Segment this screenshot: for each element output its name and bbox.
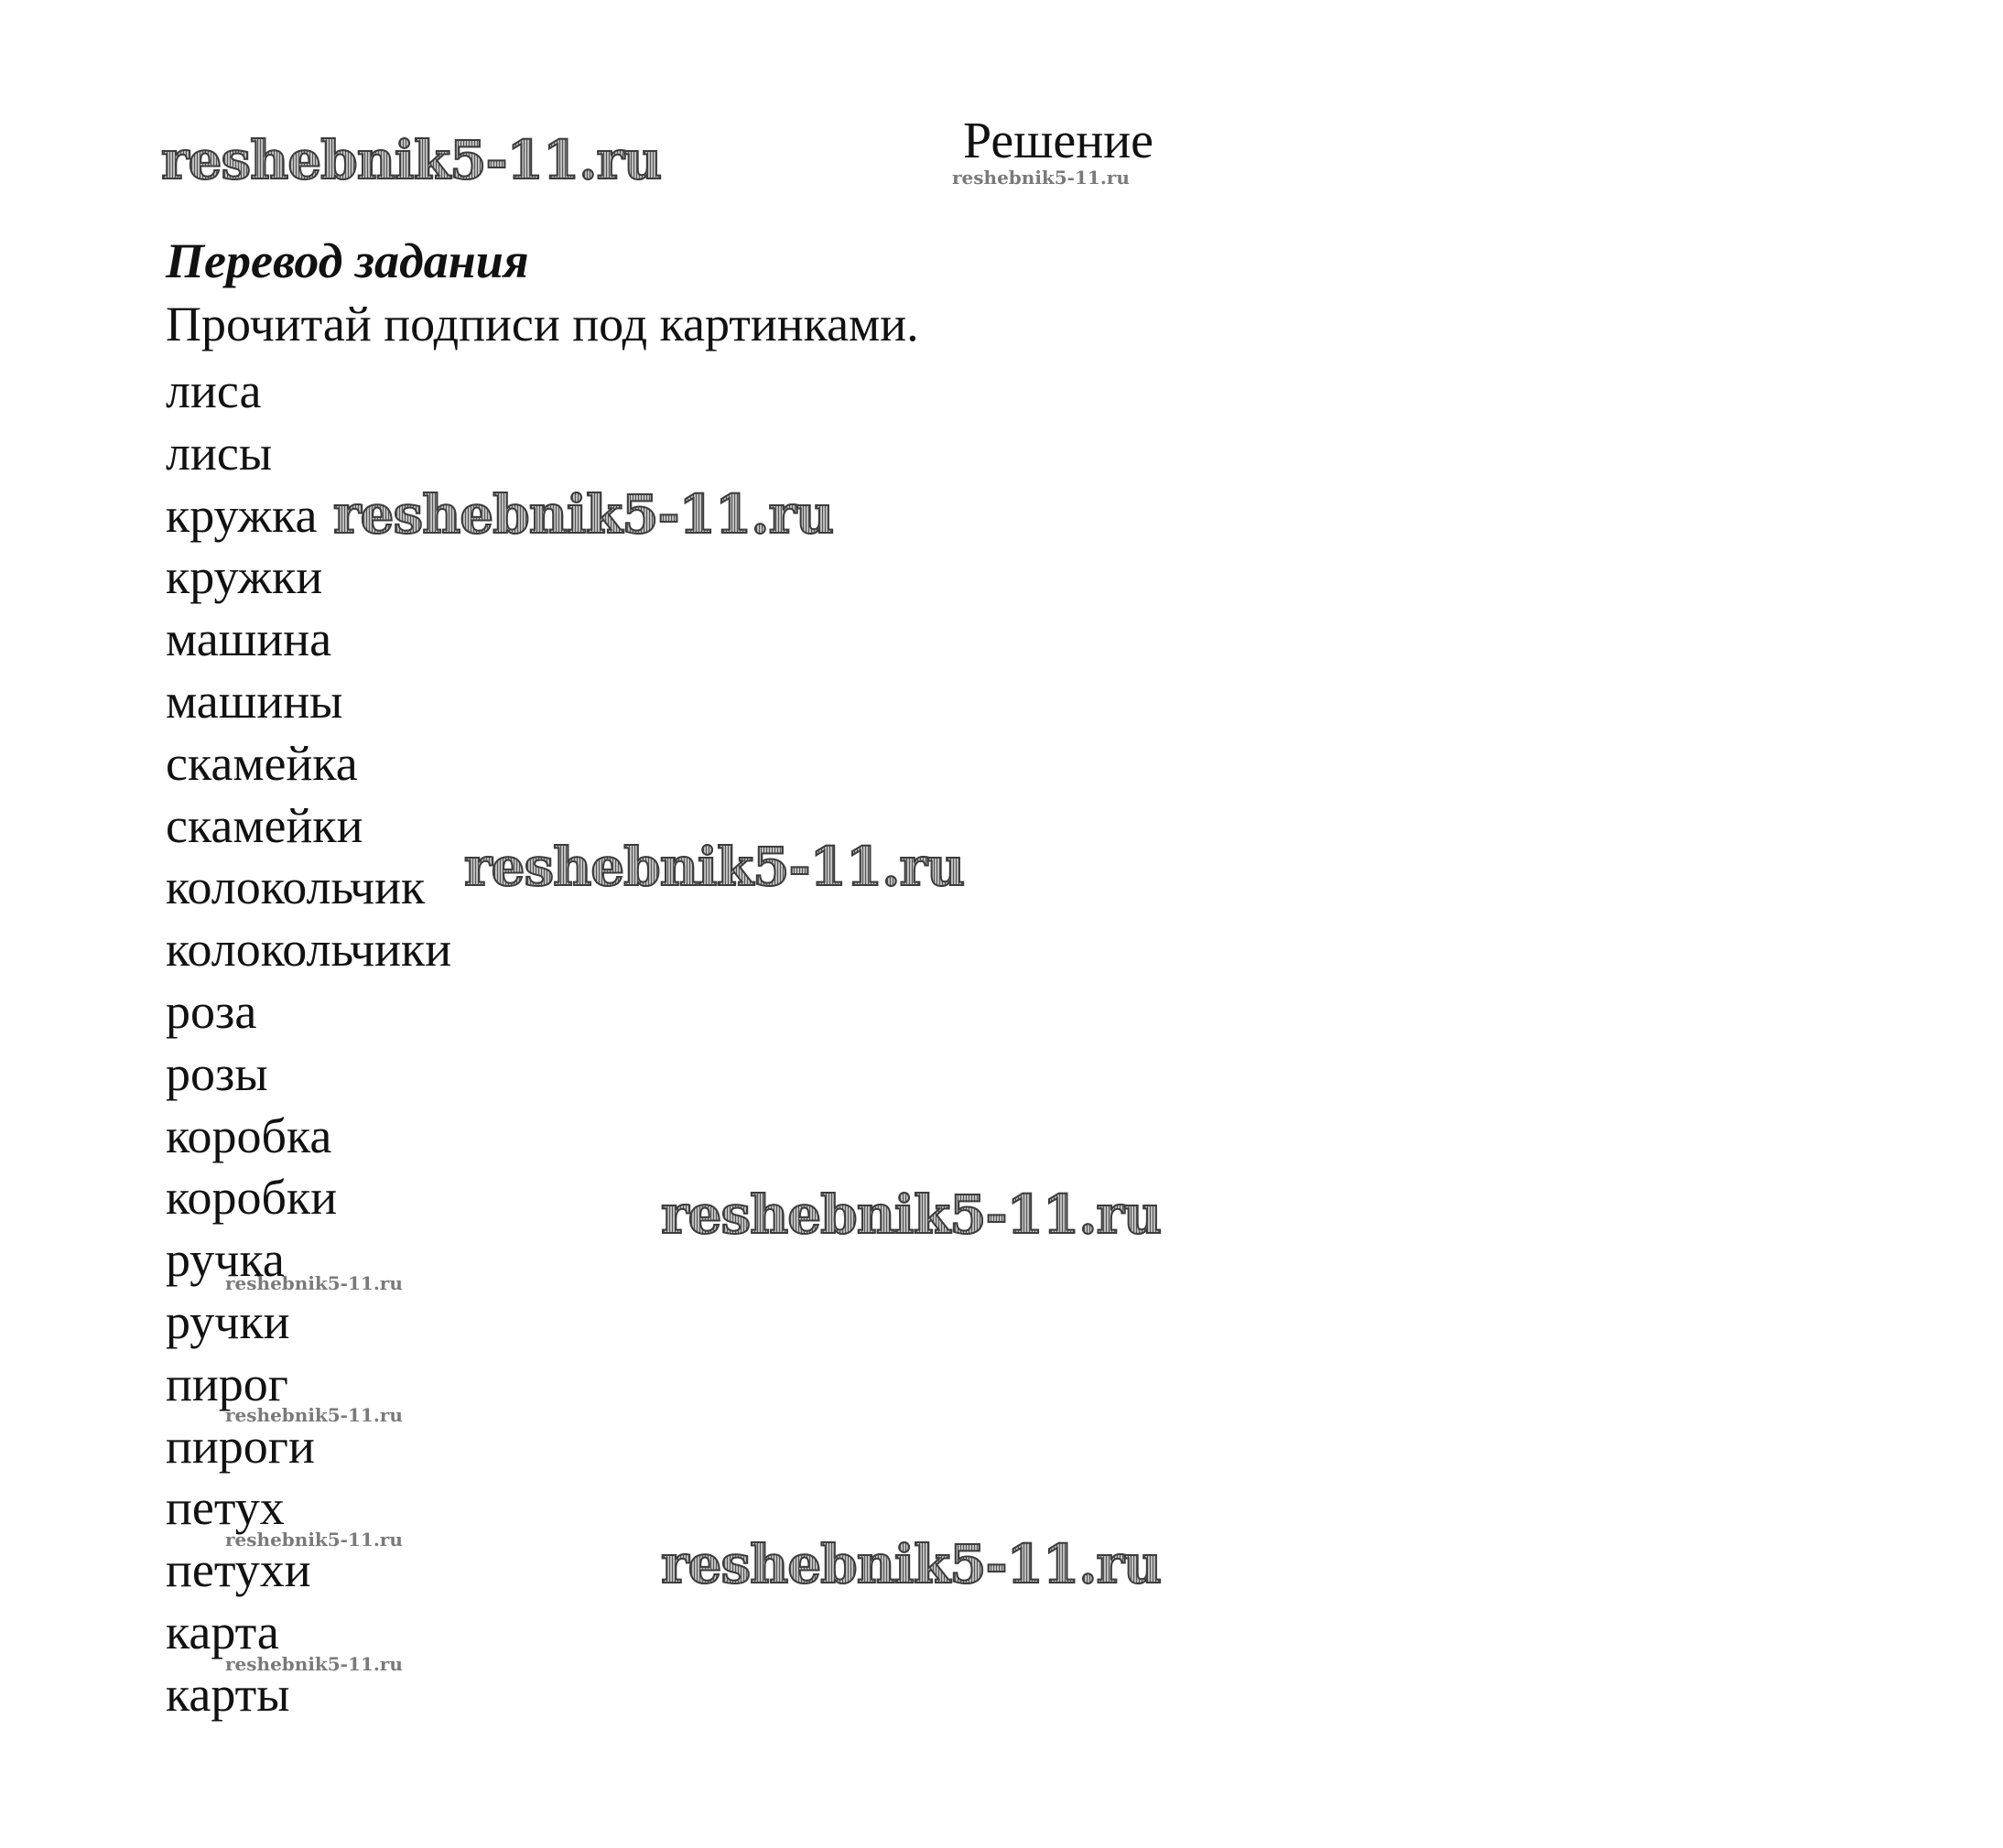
list-item: колокольчики (166, 922, 452, 978)
list-item: коробка (166, 1108, 332, 1163)
list-item: розы (166, 1045, 268, 1101)
list-item: скамейки (166, 797, 363, 853)
list-item: машина (166, 611, 332, 667)
list-item: роза (166, 983, 257, 1039)
list-item: ручка (166, 1232, 285, 1288)
watermark-small: reshebnik5-11.ru (952, 167, 1130, 189)
list-item: кружки (166, 549, 323, 605)
list-item: карты (166, 1666, 290, 1722)
watermark-logo: reshebnik5-11.ru (161, 129, 662, 191)
list-item: скамейка (166, 735, 358, 791)
list-item: лиса (166, 363, 262, 418)
watermark-small: reshebnik5-11.ru (225, 1404, 403, 1426)
list-item: лисы (166, 425, 273, 481)
watermark-logo: reshebnik5-11.ru (661, 1533, 1162, 1595)
watermark-logo: reshebnik5-11.ru (661, 1183, 1162, 1246)
solution-heading: Решение (963, 113, 1154, 169)
task-title: Перевод задания (166, 233, 529, 288)
list-item: петухи (166, 1542, 311, 1598)
list-item: петух (166, 1480, 285, 1536)
list-item: пироги (166, 1418, 315, 1474)
watermark-small: reshebnik5-11.ru (225, 1529, 403, 1551)
list-item: карта (166, 1604, 279, 1659)
list-item: кружка (166, 487, 318, 543)
task-instruction: Прочитай подписи под картинками. (166, 297, 919, 351)
list-item: пирог (166, 1356, 288, 1411)
watermark-small: reshebnik5-11.ru (225, 1272, 403, 1294)
list-item: колокольчик (166, 859, 426, 915)
watermark-logo: reshebnik5-11.ru (464, 836, 965, 898)
list-item: машины (166, 673, 343, 729)
watermark-small: reshebnik5-11.ru (225, 1653, 403, 1675)
list-item: ручки (166, 1293, 290, 1349)
list-item: коробки (166, 1170, 338, 1226)
watermark-logo: reshebnik5-11.ru (333, 483, 834, 546)
word-list (166, 361, 451, 1726)
